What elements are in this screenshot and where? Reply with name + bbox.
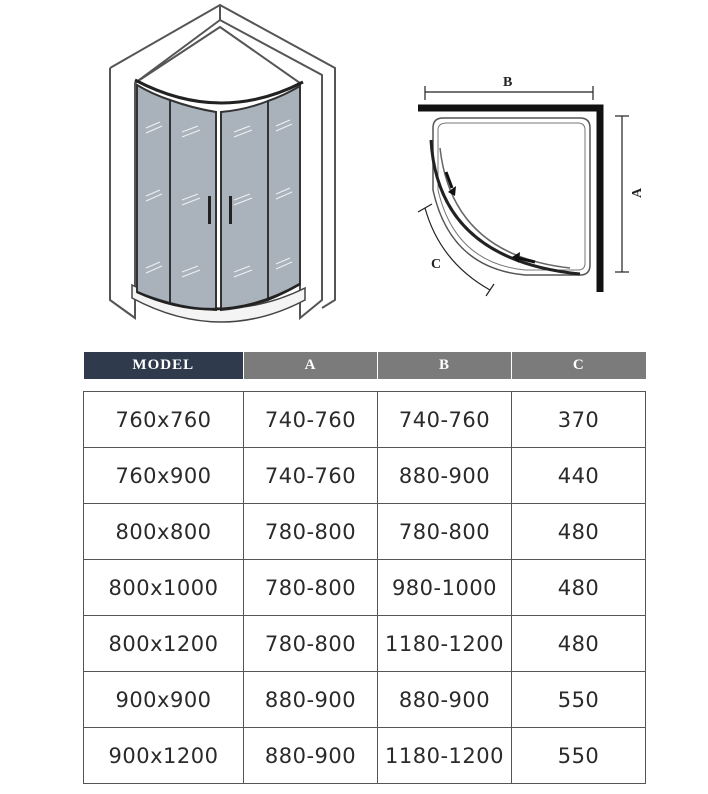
cell-c: 480 <box>512 504 646 560</box>
header-c: C <box>512 352 646 379</box>
cell-c: 370 <box>512 392 646 448</box>
cell-b: 1180-1200 <box>378 616 512 672</box>
cell-a: 780-800 <box>244 616 378 672</box>
door-handle-left <box>208 196 211 224</box>
label-c: C <box>431 257 442 272</box>
table-header-row <box>84 352 646 379</box>
cell-model: 760x900 <box>84 448 244 504</box>
cell-a: 880-900 <box>244 672 378 728</box>
label-b: B <box>503 75 513 90</box>
cell-b: 780-800 <box>378 504 512 560</box>
cell-model: 800x1200 <box>84 616 244 672</box>
cell-model: 900x1200 <box>84 728 244 784</box>
cell-a: 740-760 <box>244 448 378 504</box>
cell-c: 480 <box>512 560 646 616</box>
cell-model: 800x800 <box>84 504 244 560</box>
cell-b: 1180-1200 <box>378 728 512 784</box>
cell-b: 880-900 <box>378 448 512 504</box>
cell-a: 780-800 <box>244 504 378 560</box>
shower-enclosure-illustration <box>0 0 708 345</box>
table-row <box>84 616 646 672</box>
table-row <box>84 560 646 616</box>
cell-a: 740-760 <box>244 392 378 448</box>
table-row <box>84 392 646 448</box>
table-row <box>84 504 646 560</box>
cell-model: 900x900 <box>84 672 244 728</box>
cell-c: 440 <box>512 448 646 504</box>
plan-view <box>418 75 645 296</box>
cell-c: 480 <box>512 616 646 672</box>
cell-b: 880-900 <box>378 672 512 728</box>
cell-a: 780-800 <box>244 560 378 616</box>
table-row <box>84 672 646 728</box>
cell-a: 880-900 <box>244 728 378 784</box>
header-model: MODEL <box>84 352 244 379</box>
dimension-table <box>83 352 646 784</box>
table-row <box>84 728 646 784</box>
cell-c: 550 <box>512 672 646 728</box>
cell-b: 740-760 <box>378 392 512 448</box>
table-row <box>84 448 646 504</box>
header-b: B <box>378 352 512 379</box>
label-a: A <box>630 187 645 198</box>
cell-c: 550 <box>512 728 646 784</box>
cell-b: 980-1000 <box>378 560 512 616</box>
cell-model: 760x760 <box>84 392 244 448</box>
door-handle-right <box>229 196 232 224</box>
cell-model: 800x1000 <box>84 560 244 616</box>
header-a: A <box>244 352 378 379</box>
